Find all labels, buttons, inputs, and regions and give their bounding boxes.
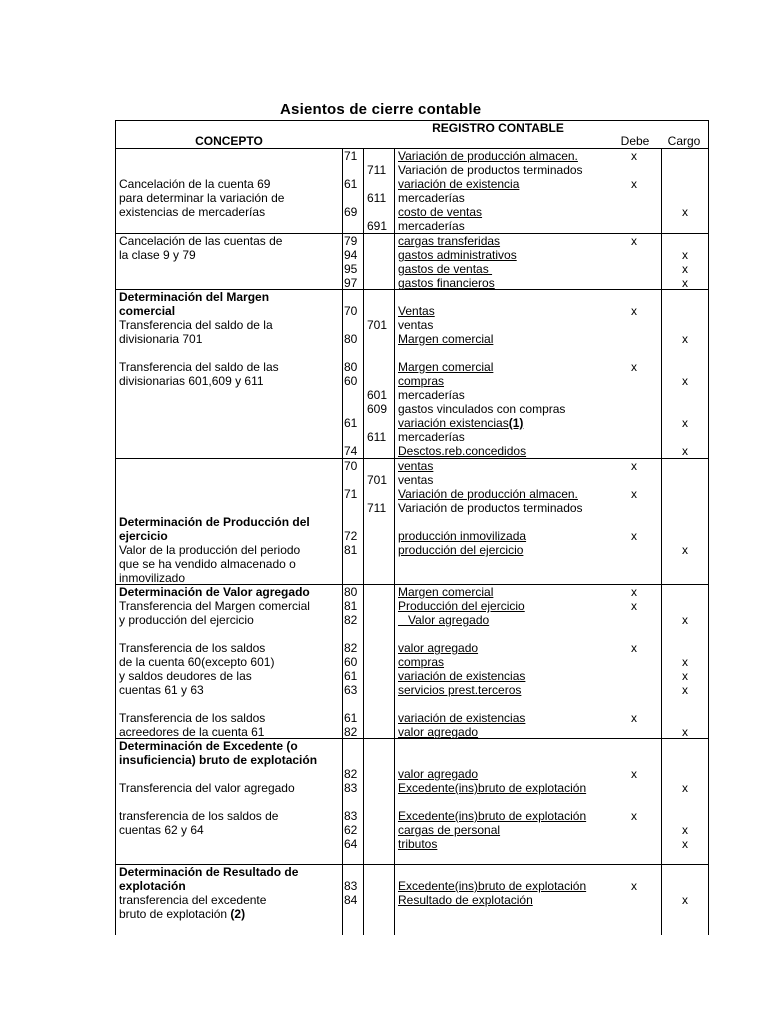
column-divider-concepto [342, 148, 343, 935]
cargo-mark: x [682, 416, 688, 430]
table-left-border [115, 120, 116, 935]
concept-line: comercial [119, 304, 176, 318]
account-description: variación existencias(1) [398, 416, 524, 430]
account-description: mercaderías [398, 191, 465, 205]
cargo-mark: x [682, 205, 688, 219]
account-code: 82 [344, 767, 358, 781]
account-code: 61 [344, 177, 358, 191]
account-description: Ventas [398, 304, 435, 318]
debe-mark: x [631, 234, 637, 248]
account-description: valor agregado [398, 725, 479, 739]
account-description: gastos vinculados con compras [398, 402, 566, 416]
account-code: 81 [344, 543, 358, 557]
concept-line: Transferencia de los saldos [119, 711, 266, 725]
concept-line: Transferencia del saldo de las [119, 360, 279, 374]
account-code: 84 [344, 893, 358, 907]
column-divider-subcuenta [394, 148, 395, 935]
account-description: mercaderías [398, 219, 465, 233]
concept-line: existencias de mercaderías [119, 205, 266, 219]
debe-mark: x [631, 529, 637, 543]
subaccount-code: 691 [367, 219, 388, 233]
account-description: cargas de personal [398, 823, 501, 837]
account-description: valor agregado [398, 641, 479, 655]
debe-mark: x [631, 767, 637, 781]
account-code: 80 [344, 332, 358, 346]
concept-line: cuentas 62 y 64 [119, 823, 204, 837]
concept-line: Determinación de Valor agregado [119, 585, 310, 599]
account-code: 79 [344, 234, 358, 248]
concept-line: transferencia del excedente [119, 893, 267, 907]
cargo-mark: x [682, 262, 688, 276]
account-code: 64 [344, 837, 358, 851]
page-title: Asientos de cierre contable [280, 101, 482, 118]
account-code: 71 [344, 149, 358, 163]
concept-line: bruto de explotación (2) [119, 907, 246, 921]
account-description: Valor agregado [398, 613, 490, 627]
cargo-mark: x [682, 683, 688, 697]
account-description: gastos de ventas [398, 262, 493, 276]
account-description: cargas transferidas [398, 234, 501, 248]
concept-line: divisionarias 601,609 y 611 [119, 374, 264, 388]
account-description: Excedente(ins)bruto de explotación [398, 879, 587, 893]
account-description: compras [398, 655, 445, 669]
account-description: Variación de producción almacen. [398, 487, 578, 501]
account-description: Producción del ejercicio [398, 599, 525, 613]
account-code: 80 [344, 585, 358, 599]
cargo-mark: x [682, 276, 688, 290]
cargo-mark: x [682, 837, 688, 851]
account-description: Excedente(ins)bruto de explotación [398, 809, 587, 823]
concept-line: de la cuenta 60(excepto 601) [119, 655, 275, 669]
concept-line: cuentas 61 y 63 [119, 683, 204, 697]
concept-line: Transferencia de los saldos [119, 641, 266, 655]
account-description: mercaderías [398, 388, 465, 402]
debe-mark: x [631, 879, 637, 893]
concept-line: ejercicio [119, 529, 168, 543]
account-code: 72 [344, 529, 358, 543]
account-description: Desctos.reb.concedidos [398, 444, 527, 458]
account-code: 80 [344, 360, 358, 374]
account-description: ventas [398, 473, 434, 487]
account-code: 62 [344, 823, 358, 837]
account-code: 60 [344, 655, 358, 669]
concept-line: Transferencia del valor agregado [119, 781, 295, 795]
account-code: 83 [344, 879, 358, 893]
account-description: variación de existencias [398, 711, 526, 725]
debe-mark: x [631, 809, 637, 823]
account-description: producción inmovilizada [398, 529, 527, 543]
column-header-concepto: CONCEPTO [195, 134, 263, 148]
account-description: valor agregado [398, 767, 479, 781]
subaccount-code: 711 [367, 501, 387, 515]
account-description: variación de existencia [398, 177, 520, 191]
cargo-mark: x [682, 781, 688, 795]
subaccount-code: 611 [367, 191, 387, 205]
account-code: 82 [344, 725, 358, 739]
account-code: 83 [344, 809, 358, 823]
account-code: 74 [344, 444, 358, 458]
account-description: Excedente(ins)bruto de explotación [398, 781, 587, 795]
cargo-mark: x [682, 374, 688, 388]
account-code: 94 [344, 248, 358, 262]
table-right-border [708, 120, 709, 935]
subaccount-code: 609 [367, 402, 388, 416]
account-code: 70 [344, 304, 358, 318]
account-description: ventas [398, 318, 434, 332]
debe-mark: x [631, 711, 637, 725]
cargo-mark: x [682, 893, 688, 907]
cargo-mark: x [682, 248, 688, 262]
account-description: ventas [398, 459, 434, 473]
cargo-mark: x [682, 823, 688, 837]
account-code: 81 [344, 599, 358, 613]
concept-line: Transferencia del saldo de la [119, 318, 273, 332]
account-code: 61 [344, 669, 358, 683]
account-code: 69 [344, 205, 358, 219]
account-description: Variación de productos terminados [398, 501, 583, 515]
account-description: Variación de productos terminados [398, 163, 583, 177]
concept-line: Determinación de Producción del [119, 515, 310, 529]
concept-line: acreedores de la cuenta 61 [119, 725, 265, 739]
debe-mark: x [631, 177, 637, 191]
account-code: 63 [344, 683, 358, 697]
account-description: variación de existencias [398, 669, 526, 683]
concept-line: y saldos deudores de las [119, 669, 252, 683]
subaccount-code: 701 [367, 473, 388, 487]
concept-line: Cancelación de la cuenta 69 [119, 177, 271, 191]
debe-mark: x [631, 459, 637, 473]
subaccount-code: 701 [367, 318, 388, 332]
debe-mark: x [631, 585, 637, 599]
concept-line: y producción del ejercicio [119, 613, 254, 627]
account-code: 70 [344, 459, 358, 473]
cargo-mark: x [682, 725, 688, 739]
concept-line: que se ha vendido almacenado o [119, 557, 296, 571]
cargo-mark: x [682, 444, 688, 458]
concept-line: la clase 9 y 79 [119, 248, 196, 262]
account-code: 61 [344, 711, 358, 725]
cargo-mark: x [682, 613, 688, 627]
account-code: 61 [344, 416, 358, 430]
cargo-mark: x [682, 669, 688, 683]
debe-mark: x [631, 304, 637, 318]
concept-line: Valor de la producción del periodo [119, 543, 301, 557]
account-description: gastos administrativos [398, 248, 517, 262]
subaccount-code: 611 [367, 430, 387, 444]
account-description: Margen comercial [398, 585, 494, 599]
account-code: 95 [344, 262, 358, 276]
debe-mark: x [631, 641, 637, 655]
column-header-debe: Debe [620, 134, 650, 148]
concept-line: divisionaria 701 [119, 332, 203, 346]
concept-line: insuficiencia) bruto de explotación [119, 753, 318, 767]
account-description: costo de ventas [398, 205, 483, 219]
column-divider-cuenta [363, 148, 364, 935]
debe-mark: x [631, 487, 637, 501]
footnote-ref: (2) [230, 907, 246, 921]
account-code: 82 [344, 613, 358, 627]
column-header-cargo: Cargo [667, 134, 701, 148]
concept-line: Cancelación de las cuentas de [119, 234, 283, 248]
concept-line: inmovilizado [119, 571, 186, 585]
account-description: producción del ejercicio [398, 543, 524, 557]
concept-line: Determinación de Excedente (o [119, 739, 298, 753]
cargo-mark: x [682, 332, 688, 346]
debe-mark: x [631, 360, 637, 374]
account-description: mercaderías [398, 430, 465, 444]
column-header-registro: REGISTRO CONTABLE [432, 121, 564, 135]
account-code: 71 [344, 487, 358, 501]
account-description: compras [398, 374, 445, 388]
column-divider-cargo [661, 148, 662, 935]
account-description: Margen comercial [398, 360, 494, 374]
cargo-mark: x [682, 543, 688, 557]
concept-line: Determinación de Resultado de [119, 865, 299, 879]
account-description: gastos financieros [398, 276, 495, 290]
account-code: 82 [344, 641, 358, 655]
cargo-mark: x [682, 655, 688, 669]
account-description: Resultado de explotación [398, 893, 533, 907]
account-code: 83 [344, 781, 358, 795]
account-code: 97 [344, 276, 358, 290]
concept-line: Transferencia del Margen comercial [119, 599, 310, 613]
account-description: Margen comercial [398, 332, 494, 346]
accounting-table [115, 120, 709, 935]
account-description: tributos [398, 837, 438, 851]
subaccount-code: 601 [367, 388, 388, 402]
account-description: Variación de producción almacen. [398, 149, 578, 163]
concept-line: transferencia de los saldos de [119, 809, 279, 823]
debe-mark: x [631, 149, 637, 163]
concept-line: Determinación del Margen [119, 290, 270, 304]
subaccount-code: 711 [367, 163, 387, 177]
footnote-ref: (1) [508, 416, 524, 430]
account-code: 60 [344, 374, 358, 388]
account-description: servicios prest.terceros [398, 683, 522, 697]
debe-mark: x [631, 599, 637, 613]
concept-line: explotación [119, 879, 186, 893]
concept-line: para determinar la variación de [119, 191, 285, 205]
